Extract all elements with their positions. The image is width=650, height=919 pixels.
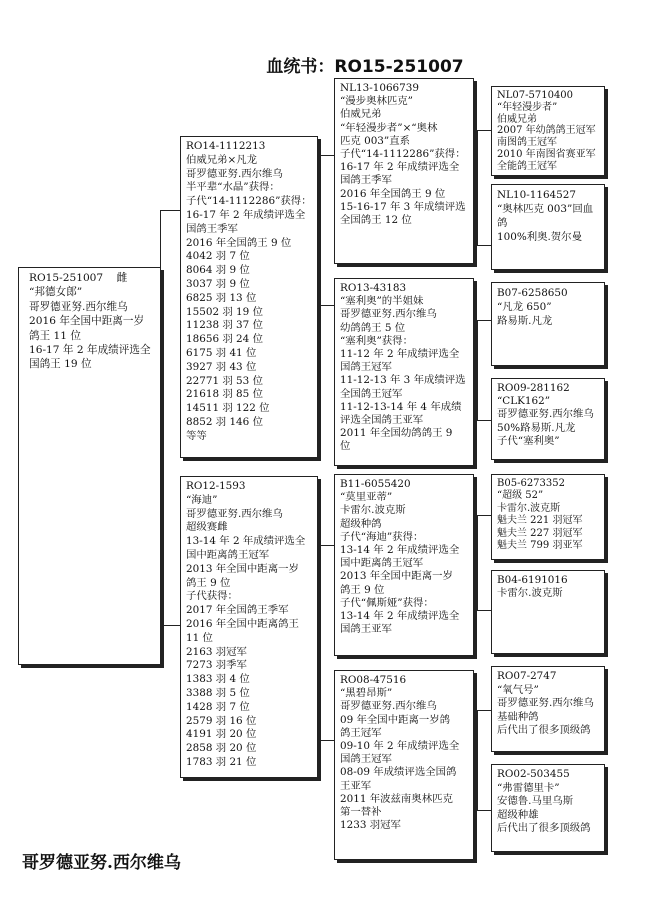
card-line: 8064 羽 9 位: [186, 264, 250, 277]
card-line: 安德鲁.马里乌斯: [497, 795, 574, 808]
card-line: “弗雷德里卡”: [497, 781, 560, 794]
card-line: 基础种鸽: [497, 710, 539, 723]
card-line: 路易斯.凡龙: [497, 315, 553, 327]
card-line: B04-6191016: [497, 574, 568, 586]
pedigree-title: 血统书：RO15-251007: [266, 57, 464, 77]
card-line: 位: [340, 440, 351, 453]
card-line: 18656 羽 24 位: [186, 333, 263, 346]
connector: [477, 245, 491, 246]
connector: [477, 610, 491, 611]
connector: [477, 320, 478, 420]
card-line: 哥罗德亚努.西尔维乌: [497, 408, 594, 421]
connector: [477, 710, 478, 810]
card-line: 16-17 年 2 年成绩评选全: [340, 161, 460, 174]
grandparent-card-3: [334, 474, 474, 656]
card-line: 哥罗德亚努.西尔维乌: [186, 167, 283, 180]
card-line: 全能鸽王冠军: [497, 160, 557, 172]
card-line: 2010 年南图省赛亚军: [497, 148, 596, 160]
card-line: 半平辈“水晶”获得：: [186, 181, 280, 194]
card-line: 国鸽王冠军: [340, 361, 392, 374]
card-line: RO09-281162: [497, 382, 570, 394]
sire-card: [180, 136, 318, 458]
card-line: 哥罗德亚努.西尔维乌: [340, 700, 437, 713]
card-line: NL07-5710400: [497, 90, 574, 101]
card-line: 伯威兄弟: [497, 113, 537, 125]
card-line: RO12-1593: [186, 480, 246, 492]
card-line: “凡龙 650”: [497, 301, 552, 313]
card-line: 王亚军: [340, 779, 372, 792]
card-line: “邦德女郎”: [29, 286, 83, 299]
card-line: “年轻漫步者”×“奥林: [340, 121, 438, 134]
card-line: 全国鸽王 12 位: [340, 214, 412, 227]
card-line: 11238 羽 37 位: [186, 319, 263, 332]
card-line: 国鸽王季军: [340, 174, 392, 187]
card-line: “海迪”: [186, 493, 218, 506]
great-grandparent-card-7: [491, 666, 605, 752]
card-line: 11-12-13-14 年 4 年成绩: [340, 400, 462, 413]
card-line: 鸽王 9 位: [340, 583, 385, 596]
card-line: 匹克 003”直系: [340, 134, 411, 147]
connector: [477, 420, 491, 421]
card-line: 2017 年全国鸽王季军: [186, 604, 289, 617]
connector: [318, 305, 334, 306]
card-line: 3037 羽 9 位: [186, 277, 250, 290]
card-line: 16-17 年 2 年成绩评选全: [186, 208, 306, 221]
connector: [477, 810, 491, 811]
card-line: 国鸽王 19 位: [29, 358, 92, 371]
card-line: 6175 羽 41 位: [186, 346, 257, 359]
card-line: 13-14 年 2 年成绩评选全: [186, 535, 306, 548]
card-line: 南图鸽王冠军: [497, 137, 557, 149]
connector: [318, 740, 334, 741]
card-line: 国鸽王季军: [186, 222, 238, 235]
card-line: “年轻漫步者”: [497, 101, 558, 113]
great-grandparent-card-5: [491, 474, 605, 560]
card-line: B11-6055420: [340, 478, 411, 490]
card-line: 22771 羽 53 位: [186, 374, 263, 387]
card-line: 等等: [186, 429, 207, 442]
card-line: 子代获得：: [186, 590, 238, 603]
card-line: 1428 羽 7 位: [186, 700, 250, 713]
card-line: 50%路易斯.凡龙: [497, 421, 576, 434]
card-line: 全国鸽王冠军: [340, 387, 403, 400]
card-line: 哥罗德亚努.西尔维乌: [497, 697, 594, 710]
card-line: “塞利奥”获得：: [340, 334, 413, 347]
connector: [477, 515, 478, 610]
subject-card: [18, 267, 161, 665]
card-line: 2579 羽 16 位: [186, 714, 257, 727]
card-line: 2858 羽 20 位: [186, 742, 257, 755]
card-line: 卡雷尔.波克斯: [497, 502, 561, 514]
card-line: 2163 羽冠军: [186, 645, 247, 658]
card-line: 2011 年全国幼鸽鸽王 9: [340, 427, 453, 440]
card-line: 超级种鸽: [340, 517, 382, 530]
card-line: 8852 羽 146 位: [186, 415, 263, 428]
card-line: 1233 羽冠军: [340, 819, 401, 832]
card-line: 伯威兄弟: [340, 108, 382, 121]
card-line: 鸽王 9 位: [186, 576, 231, 589]
great-grandparent-card-4: [491, 378, 605, 460]
card-line: 卡雷尔.波克斯: [497, 587, 563, 599]
card-line: RO08-47516: [340, 674, 407, 686]
card-line: 7273 羽季军: [186, 659, 247, 672]
card-line: 子代“海迪”获得：: [340, 530, 424, 543]
card-line: 13-14 年 2 年成绩评选全: [340, 544, 460, 557]
card-line: 国中距离鸽王冠军: [186, 548, 270, 561]
card-line: 后代出了很多顶级鸽: [497, 724, 591, 737]
card-line: 2013 年全国中距离一岁: [186, 562, 299, 575]
card-line: 11-12 年 2 年成绩评选全: [340, 348, 460, 361]
card-line: 09 年全国中距离一岁鸽: [340, 713, 451, 726]
card-line: 21618 羽 85 位: [186, 388, 263, 401]
card-line: 伯威兄弟×凡龙: [186, 153, 258, 166]
connector: [477, 130, 491, 131]
card-line: “氧气号”: [497, 683, 539, 696]
great-grandparent-card-2: [491, 184, 605, 270]
card-line: 2016 年全国鸽王 9 位: [340, 187, 446, 200]
card-line: 2011 年波兹南奥林匹克: [340, 792, 453, 805]
card-line: “漫步奥林匹克”: [340, 95, 413, 108]
card-line: 子代“14-1112286”获得：: [186, 195, 312, 208]
great-grandparent-card-6: [491, 570, 605, 654]
card-line: 2016 年全国中距离一岁: [29, 315, 145, 328]
card-line: 14511 羽 122 位: [186, 402, 270, 415]
card-line: 鸽王 11 位: [29, 329, 81, 342]
card-line: 2016 年全国中距离鸽王: [186, 617, 299, 630]
great-grandparent-card-8: [491, 764, 605, 852]
card-line: “奥林匹克 003”回血鸽: [497, 203, 594, 229]
card-line: 第一替补: [340, 806, 382, 819]
card-line: 子代“14-1112286”获得：: [340, 148, 466, 161]
card-line: RO02-503455: [497, 768, 570, 780]
card-line: 3927 羽 43 位: [186, 360, 257, 373]
connector: [160, 625, 180, 626]
card-line: 2016 年全国鸽王 9 位: [186, 236, 292, 249]
card-line: 1383 羽 4 位: [186, 673, 250, 686]
connector: [318, 155, 319, 305]
card-line: 100%利奥.贺尔曼: [497, 231, 582, 243]
card-line: “莫里亚蒂”: [340, 491, 393, 504]
card-line: 6825 羽 13 位: [186, 291, 257, 304]
card-line: 13-14 年 2 年成绩评选全: [340, 610, 460, 623]
card-line: 11-12-13 年 3 年成绩评选: [340, 374, 466, 387]
connector: [477, 515, 491, 516]
card-line: NL10-1164527: [497, 189, 577, 201]
card-line: 评选全国鸽王亚军: [340, 414, 424, 427]
card-line: 鸽王冠军: [340, 726, 382, 739]
card-line: 魁夫兰 799 羽亚军: [497, 540, 583, 552]
card-line: 2013 年全国中距离一岁: [340, 570, 453, 583]
connector: [477, 320, 491, 321]
card-line: 哥罗德亚努.西尔维乌: [340, 308, 437, 321]
card-line: 超级种雄: [497, 808, 539, 821]
connector: [318, 545, 319, 740]
connector: [160, 210, 180, 211]
card-line: 4191 羽 20 位: [186, 728, 257, 741]
card-line: RO07-2747: [497, 670, 557, 682]
card-line: B05-6273352: [497, 478, 565, 489]
card-line: “黑碧昂斯”: [340, 687, 393, 700]
grandparent-card-1: [334, 78, 474, 264]
card-line: 哥罗德亚努.西尔维乌: [29, 300, 128, 313]
card-line: 3388 羽 5 位: [186, 686, 250, 699]
card-line: 幼鸽鸽王 5 位: [340, 321, 406, 334]
connector: [477, 710, 491, 711]
card-line: 超级赛雌: [186, 521, 228, 534]
card-line: 16-17 年 2 年成绩评选全: [29, 344, 151, 357]
card-line: 15502 羽 19 位: [186, 305, 263, 318]
card-line: 魁夫兰 227 羽冠军: [497, 527, 583, 539]
card-line: “超级 52”: [497, 490, 544, 502]
card-line: 后代出了很多顶级鸽: [497, 822, 591, 835]
grandparent-card-4: [334, 670, 474, 860]
card-line: 卡雷尔.波克斯: [340, 504, 406, 517]
card-line: “塞利奥”的半姐妹: [340, 295, 424, 308]
connector: [318, 545, 334, 546]
great-grandparent-card-1: [491, 86, 605, 176]
card-line: 4042 羽 7 位: [186, 250, 250, 263]
card-line: NL13-1066739: [340, 82, 420, 94]
card-line: RO15-251007 雌: [29, 272, 128, 284]
owner-name: 哥罗德亚努.西尔维乌: [22, 853, 181, 873]
card-line: 09-10 年 2 年成绩评选全: [340, 740, 460, 753]
card-line: 国鸽王冠军: [340, 753, 392, 766]
card-line: RO13-43183: [340, 282, 407, 294]
card-line: 子代“佩斯娅”获得：: [340, 596, 434, 609]
card-line: “CLK162”: [497, 395, 551, 408]
card-line: RO14-1112213: [186, 140, 266, 152]
connector: [477, 130, 478, 245]
card-line: B07-6258650: [497, 287, 568, 299]
card-line: 11 位: [186, 631, 213, 644]
great-grandparent-card-3: [491, 282, 605, 366]
card-line: 哥罗德亚努.西尔维乌: [186, 507, 283, 520]
card-line: 1783 羽 21 位: [186, 755, 257, 768]
card-line: 魁夫兰 221 羽冠军: [497, 515, 583, 527]
card-line: 子代“塞利奥”: [497, 434, 560, 447]
connector: [318, 155, 334, 156]
card-line: 国鸽王亚军: [340, 623, 392, 636]
card-line: 2007 年幼鸽鸽王冠军: [497, 125, 596, 137]
dam-card: [180, 476, 318, 778]
grandparent-card-2: [334, 278, 474, 466]
card-line: 08-09 年成绩评选全国鸽: [340, 766, 457, 779]
card-line: 国中距离鸽王冠军: [340, 557, 424, 570]
card-line: 15-16-17 年 3 年成绩评选: [340, 200, 466, 213]
